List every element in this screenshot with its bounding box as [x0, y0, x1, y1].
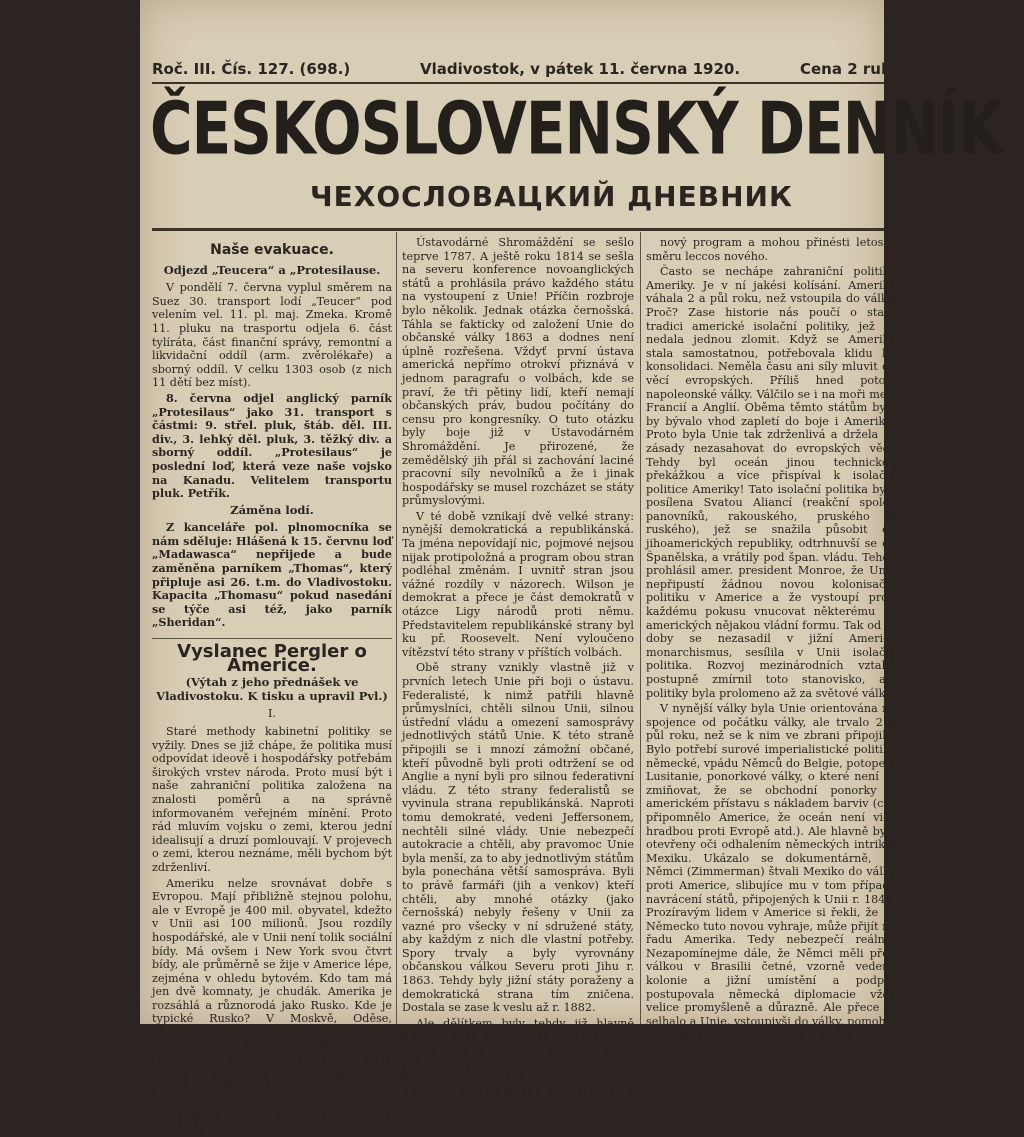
- column-1: [152, 236, 392, 1137]
- newspaper-page: [140, 0, 1003, 1137]
- masthead-subtitle: ЧЕХОСЛОВАЦКИЙ ДНЕВНИК: [310, 180, 793, 213]
- masthead-rule: [152, 228, 884, 231]
- column-2: [402, 236, 634, 1112]
- paragraph: Ameriku nelze srovnávat dobře s Evropou. Mají přibližně stejnou polohu, ale v Evropě je 400 mil. obyvatel, kdežto v Unii asi 100 milionů. Jsou rozdíly hospodářské, ale v Unii není tolik sociální bídy. Má ovšem i New York svou čtvrt bídy, ale průměrně se žije v Americe lépe, zejména v ohledu bytovém. Kdo tam má jen dvě komnaty, je chudák. Amerika je rozsáhlá a různorodá jako Rusko. Kde je typické Rusko? V Moskvě, Oděse, Vladivostoku? Kde je typická Amerika: v New Yorku, San Francisku, Novém Orleansu? Jaký rozdíl mezi státy průmyslovými, západem a jihem s převahou farmářů a s otázkou černošskou!: [152, 876, 392, 1108]
- paragraph: My jsme doma ve 2. roce trvání republiky.: [152, 1109, 392, 1137]
- article-title-pergler: Vyslanec Pergler o Americe.: [177, 641, 367, 676]
- paragraph: 8. června odjel anglický parník „Protesilaus“ jako 31. transport s částmi: 9. střel. pluk, štáb. děl. III. div., 3. lehký děl. pluk, 3. těžký div. a sborný oddíl. „Protesilaus“ je poslední loď, která veze naše vojsko na Kanadu. Velitelem transportu pluk. Petřík.: [152, 390, 392, 501]
- paragraph: V pondělí 7. června vyplul směrem na Suez 30. transport lodí „Teucer“ pod velením vel. 11. pl. maj. Zmeka. Kromě 11. pluku na trasportu odjela 6. část tylíráta, část finanční správy, remontní a likvidační oddíl (arm. zvěrolékaře) a sborný oddíl. V celku 1303 osob (z nich 11 dětí bez míst).: [152, 281, 392, 390]
- article-subtitle: Odjezd „Teucera“ a „Protesilause.: [163, 262, 381, 277]
- article-subtitle: Záměna lodí.: [230, 502, 314, 517]
- paragraph: Staré methody kabinetní politiky se vyžily. Dnes se již chápe, že politika musí odpovídat ideově i hospodářsky potřebám širokých vrstev národa. Proto musí být i naše zahraniční politika založena na znalosti poměrů a na správně informovaném veřejném mínění. Proto rád mluvím vojsku o zemi, kterou jední idealisují a druzí pomlouvají. V projevech o zemi, kterou neznáme, měli bychom být zdrženliví.: [152, 725, 392, 874]
- paragraph: Ale dělítkem byly tehdy již hlavně faktory čistě hospodářské: průmyslové vrstvy jsou pro celní ochranu amer. průmyslu před cizí konkurencí. Proti tomu je jih a venkov, kde přece jen se udržovala tradice strany demokratické a kde stále mají větší: [402, 1016, 634, 1112]
- paragraph: V nynější války byla Unie orientována na spojence od počátku války, ale trvalo 2 a půl roku, než se k nim ve zbrani připojila. Bylo potřebí surové imperialistické politiky německé, vpádu Němců do Belgie, potopení Lusitanie, ponorkové války, o které není se zmiňovat, že se obchodní ponorky v americkém přístavu s nákladem barviv (což připomnělo Americe, že oceán není vice hradbou proti Evropě atd.). Ale hlavně byly otevřeny oči odhalením německých intrik v Mexiku. Ukázalo se dokumentárně, že Němci (Zimmerman) štvali Mexiko do války proti Americe, slibujíce mu v tom případě navrácení států, připojených k Unii r. 1846. Prozíravým lidem v Americe si řekli, že až Německo tuto novou vyhraje, může přijít na řadu Amerika. Tedy nebezpečí reálné! Nezapomínejme dále, že Němci měli před válkou v Brasilii četné, vzorně vedené kolonie a jižní umístění a podpře postupovala německá diplomacie vždy velice promyšleně a důrazně. Ale přece to selhalo a Unie, vstoupivši do války, pomohla sobě a zachránila Francii. A tím i nás samostatnost.: [646, 702, 896, 1056]
- column-divider: [640, 232, 641, 1024]
- paragraph: nový program a mohou přinésti letos v směru leccos nového.: [646, 236, 896, 263]
- section-number: I.: [268, 707, 276, 721]
- article-separator: [152, 638, 392, 639]
- issue-price: Cena 2 rul: [800, 60, 887, 78]
- article-note: (Výtah z jeho přednášek ve Vladivostoku. K tisku a upravil Pvl.): [156, 675, 388, 703]
- issue-number: Roč. III. Čís. 127. (698.): [152, 60, 351, 78]
- paragraph: Ústavodárné Shromáždění se sešlo teprve 1787. A ještě roku 1814 se sešla na severu konference novoanglických států a prohlásila právo každého státu na vystoupení z Unie! Příčin rozbroje bylo několik. Jednak otázka černošská. Táhla se fakticky od založení Unie do občanské války 1863 a dodnes není úplně rozřešena. Vždyť první ústava americká nepřímo otrokví přiznává v jednom paragrafu o volbách, kde se praví, že tři pětiny lidí, kteří nemají občanských práv, budou počítány do censu pro kongresníky. O tuto otázku byly boje již v Ústavodárném Shromáždění. Je přirozené, že zemědělský jih přál si zachování laciné pracovní síly nevolníků a že i jinak hospodářsky se musel rozcházet se státy průmyslovými.: [402, 236, 634, 508]
- column-divider: [396, 232, 397, 1024]
- paragraph: Z kanceláře pol. plnomocníka se nám sděluje: Hlášená k 15. červnu loď „Madawasca“ nepřijede a bude zaměněna parníkem „Thomas“, který připluje asi 26. t.m. do Vladivostoku. Kapacita „Thomasu“ pokud nasedání se týče asi též, jako parník „Sheridan“.: [152, 520, 392, 630]
- issue-date: Vladivostok, v pátek 11. června 1920.: [420, 60, 741, 78]
- paragraph: Často se nechápe zahraniční politika Ameriky. Je v ní jakési kolísání. Amerika váhala 2 a půl roku, než vstoupila do války. Proč? Zase historie nás poučí o staré tradici americké isolační politiky, jež se nedala jednou zlomit. Když se Amerika stala samostatnou, potřebovala klidu ku konsolidaci. Neměla času ani síly mluvit do věcí evropských. Příliš hned potom napoleonské války. Válčilo se i na moři mezi Francií a Anglií. Oběma těmto státům bylo by bývalo vhod zapletí do boje i Ameriku. Proto byla Unie tak zdrženlivá a držela se zásady nezasahovat do evropských věcí. Tehdy byl oceán jinou technickou překážkou a více přispíval k isolační politice Ameriky! Tato isolační politika byla posílena Svatou Aliancí (reakční spolek panovníků, rakouského, pruského a ruského), jež se snažila působit do jihoamerických republiky, odtrhnuvší se od Španělska, a vrátily pod špan. vládu. Tehdy prohlásil amer. president Monroe, že Unie nepřipustí žádnou novou kolonisační politiku v Americe a že vystoupí proti každému pokusu vnucovat některému ze amerických nějakou vládní formu. Tak od té doby se nezasadil v jižní Americe monarchismus, sesílila v Unii isolační politika. Rozvoj mezinárodních vztahů postupně zmírnil toto stanovisko, ale politiky byla prolomeno až za světové války.: [646, 265, 896, 700]
- article-title-evacuation: Naše evakuace.: [210, 242, 334, 258]
- masthead-title: ČESKOSLOVENSKÝ DENNÍK: [150, 86, 1003, 171]
- header-rule: [152, 82, 884, 84]
- paragraph: V té době vznikají dvě velké strany: nynější demokratická a republikánská. Ta jména nepovídají nic, pojmové nejsou nijak protipoložná a program obou stran podléhal změnám. I uvnitř stran jsou vážné rozdíly v názorech. Wilson je demokrat a přece je část demokratů v otázce Ligy národů proti němu. Představitelem republikánské strany byl ku př. Roosevelt. Není vyloučeno vítězství této strany v příštích volbách.: [402, 509, 634, 659]
- column-3: [646, 236, 896, 1056]
- paragraph: Obě strany vznikly vlastně již v prvních letech Unie při boji o ústavu. Federalisté, k nimž patřili hlavně průmyslníci, chtěli silnou Unii, silnou ústřední vládu a omezení samosprávy jednotlivých států Unie. K této straně připojili se i mnozí zámožní občané, kteří původně byli proti odtržení se od Anglie a nyní byli pro silnou federativní vládu. Z této strany federalistů se vyvinula strana republikánská. Naproti tomu demokraté, vedeni Jeffersonem, nechtěli silné vlády. Unie nebezpečí autokracie a chtěli, aby pravomoc Unie byla menší, za to aby jednotlivým státům byla ponechána větší samospráva. Byli to právě farmáři (jih a venkov) kteří chtěli, aby mnohé otázky (jako černošská) nebyly řešeny v Unii za vazné pro všecky v ní sdružené státy, aby každým z nich dle vlastní potřeby. Spory trvaly a byly vyrovnány občanskou válkou Severu proti Jihu r. 1863. Tehdy byly jižní státy poraženy a demokratická strana tím zničena. Dostala se zase k veslu až r. 1882.: [402, 661, 634, 1015]
